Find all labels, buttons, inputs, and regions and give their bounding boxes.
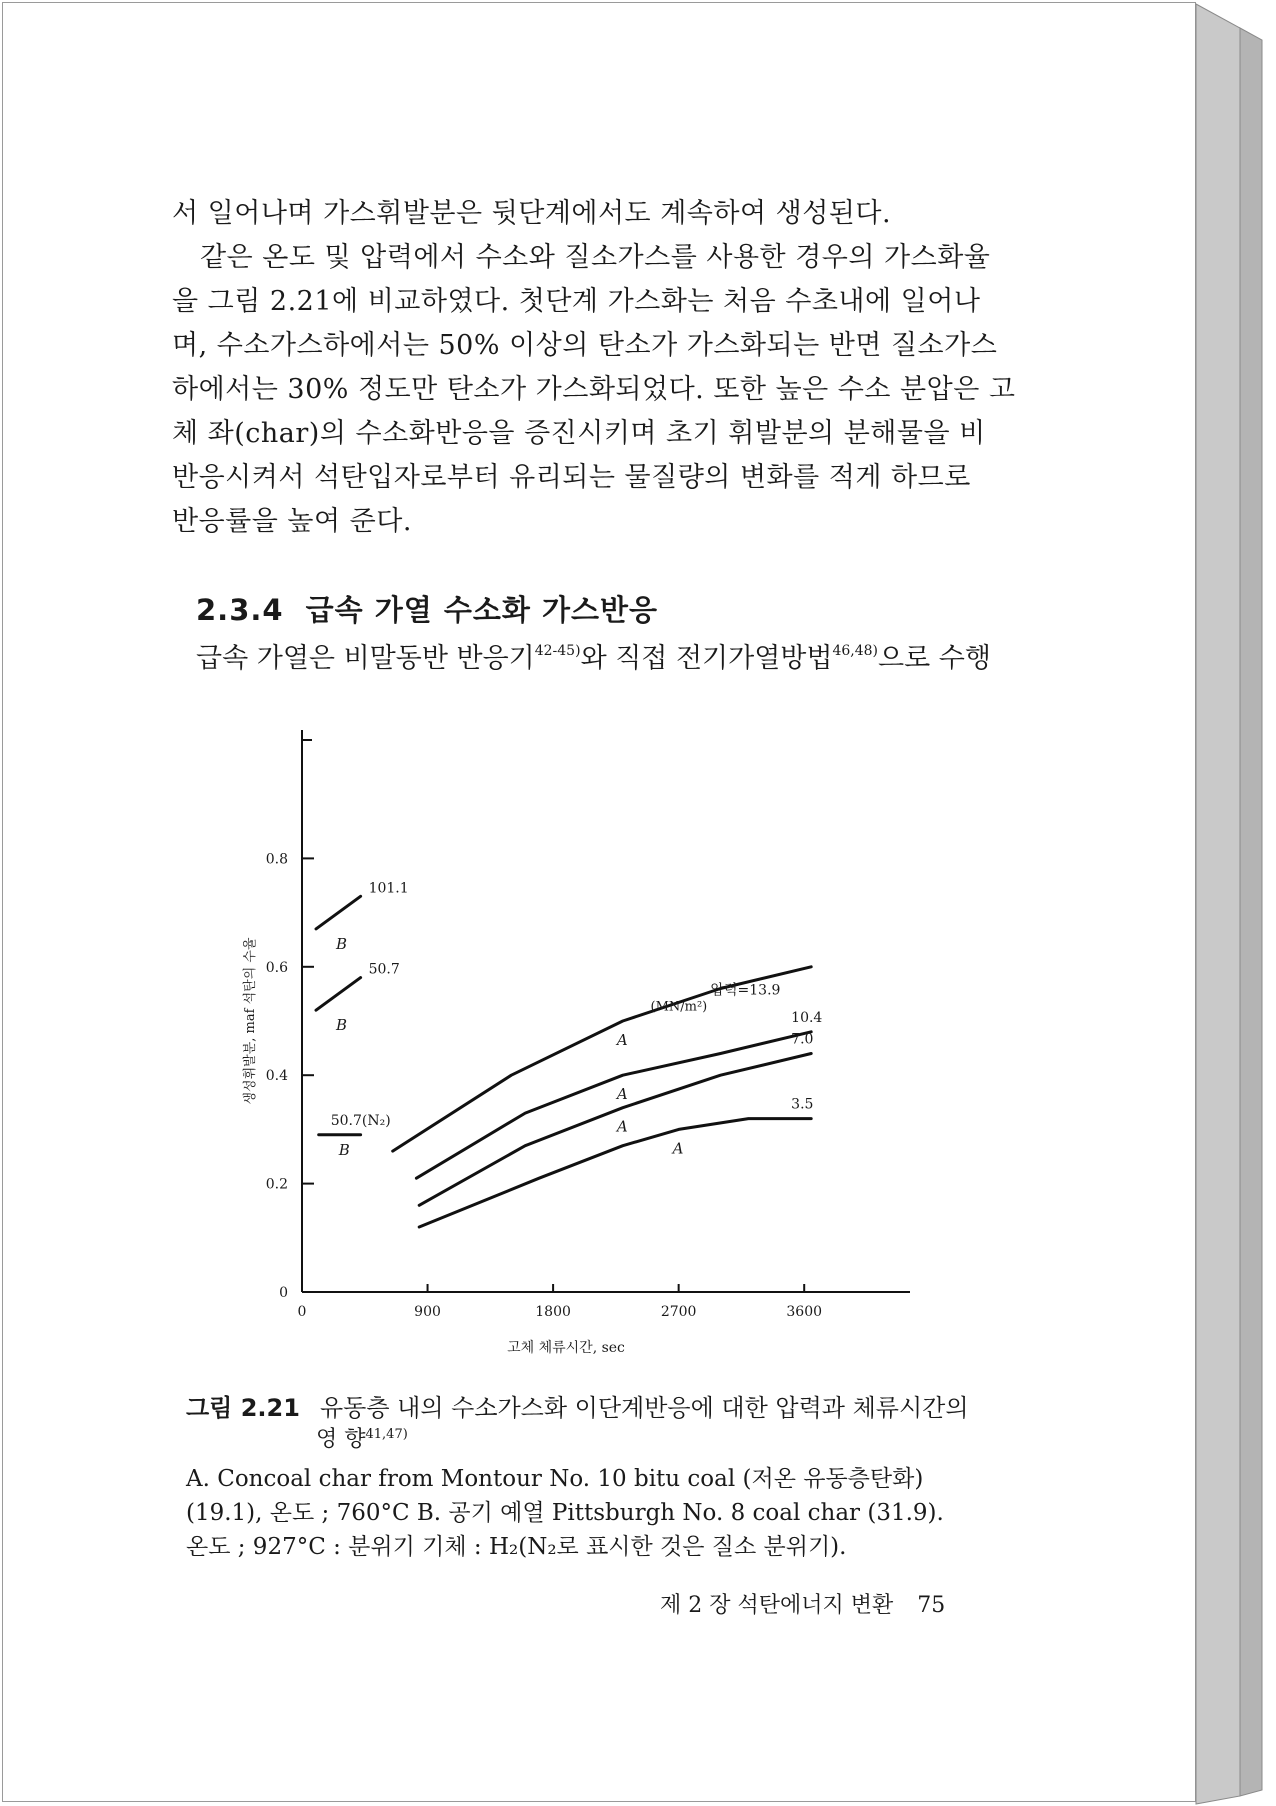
figure-label: 그림 2.21 [186,1394,300,1422]
series-marker-label: B [335,934,347,953]
body-line: 서 일어나며 가스휘발분은 뒷단계에서도 계속하여 생성된다. [172,198,892,229]
series-line [416,1031,814,1178]
citation: 42-45) [534,643,581,659]
series-label: 3.5 [791,1096,814,1113]
unit-label: (MN/m²) [650,999,708,1015]
figure-chart [220,700,940,1360]
text-segment: 으로 수행 [878,643,991,674]
series-marker-label: A [616,1031,628,1049]
body-paragraph [172,192,1020,544]
text-segment: 급속 가열은 비말동반 반응기 [196,643,535,674]
x-axis-label: 고체 체류시간, sec [507,1340,625,1356]
figure-caption [186,1388,969,1423]
series-marker-label: B [338,1140,350,1159]
y-axis-label: 생성휘발분, maf 석탄의 수율 [243,937,258,1105]
x-tick-label: 0 [297,1304,307,1320]
caption-text: 영 향 [316,1427,366,1452]
caption-citation: 41,47) [365,1427,408,1442]
section-title: 급속 가열 수소화 가스반응 [305,593,659,627]
x-tick-label: 900 [414,1304,441,1320]
series-marker-label: B [335,1016,347,1035]
figure-caption-continued [316,1422,408,1453]
section-number: 2.3.4 [196,593,284,627]
series-line [316,978,361,1011]
citation: 46,48) [832,643,879,659]
page-number: 75 [917,1593,946,1618]
body-line: 반응률을 높여 준다. [172,506,412,537]
series-marker-label: A [672,1139,684,1158]
series-label: 50.7(N₂) [330,1112,391,1129]
body-line: 을 그림 2.21에 비교하였다. 첫단계 가스화는 처음 수초내에 일어나 [172,286,981,317]
series-label: 50.7 [368,961,400,978]
x-tick-label: 1800 [535,1304,571,1320]
body-line: 며, 수소가스하에서는 50% 이상의 탄소가 가스화되는 반면 질소가스 [172,330,998,361]
figure-notes [186,1462,944,1564]
body-line: 반응시켜서 석탄입자로부터 유리되는 물질량의 변화를 적게 하므로 [172,462,971,493]
section-first-line [196,636,991,675]
series-line [316,896,361,929]
y-tick-label: 0 [279,1285,288,1301]
body-line: 같은 온도 및 압력에서 수소와 질소가스를 사용한 경우의 가스화율 [200,242,991,273]
y-tick-label: 0.6 [265,959,288,976]
note-line: A. Concoal char from Montour No. 10 bitu coal (저온 유동층탄화) [186,1466,924,1492]
series-line [419,1054,814,1206]
series-marker-label: A [616,1117,628,1136]
y-tick-label: 0.2 [265,1176,288,1193]
x-tick-label: 2700 [660,1304,697,1320]
series-marker-label: A [616,1085,628,1104]
page-footer [660,1588,945,1619]
text-segment: 와 직접 전기가열방법 [580,643,833,674]
note-line: 온도 ; 927°C : 분위기 기체 : H₂(N₂로 표시한 것은 질소 분위기). [186,1534,847,1560]
chapter-title: 제 2 장 석탄에너지 변환 [660,1593,894,1618]
note-line: (19.1), 온도 ; 760°C B. 공기 예열 Pittsburgh No. 8 coal char (31.9). [186,1500,944,1526]
series-label: 7.0 [791,1031,814,1048]
series-label: 101.1 [368,880,409,897]
pressure-label: 압력=13.9 [710,982,781,999]
x-tick-label: 3600 [786,1304,823,1320]
body-line: 체 좌(char)의 수소화반응을 증진시키며 초기 휘발분의 분해물을 비 [172,418,986,449]
y-tick-label: 0.8 [265,851,288,868]
series-label: 10.4 [791,1009,823,1026]
body-line: 하에서는 30% 정도만 탄소가 가스화되었다. 또한 높은 수소 분압은 고 [172,374,1016,405]
caption-text: 유동층 내의 수소가스화 이단계반응에 대한 압력과 체류시간의 [319,1394,969,1422]
y-tick-label: 0.4 [265,1068,288,1085]
section-heading [196,588,658,629]
